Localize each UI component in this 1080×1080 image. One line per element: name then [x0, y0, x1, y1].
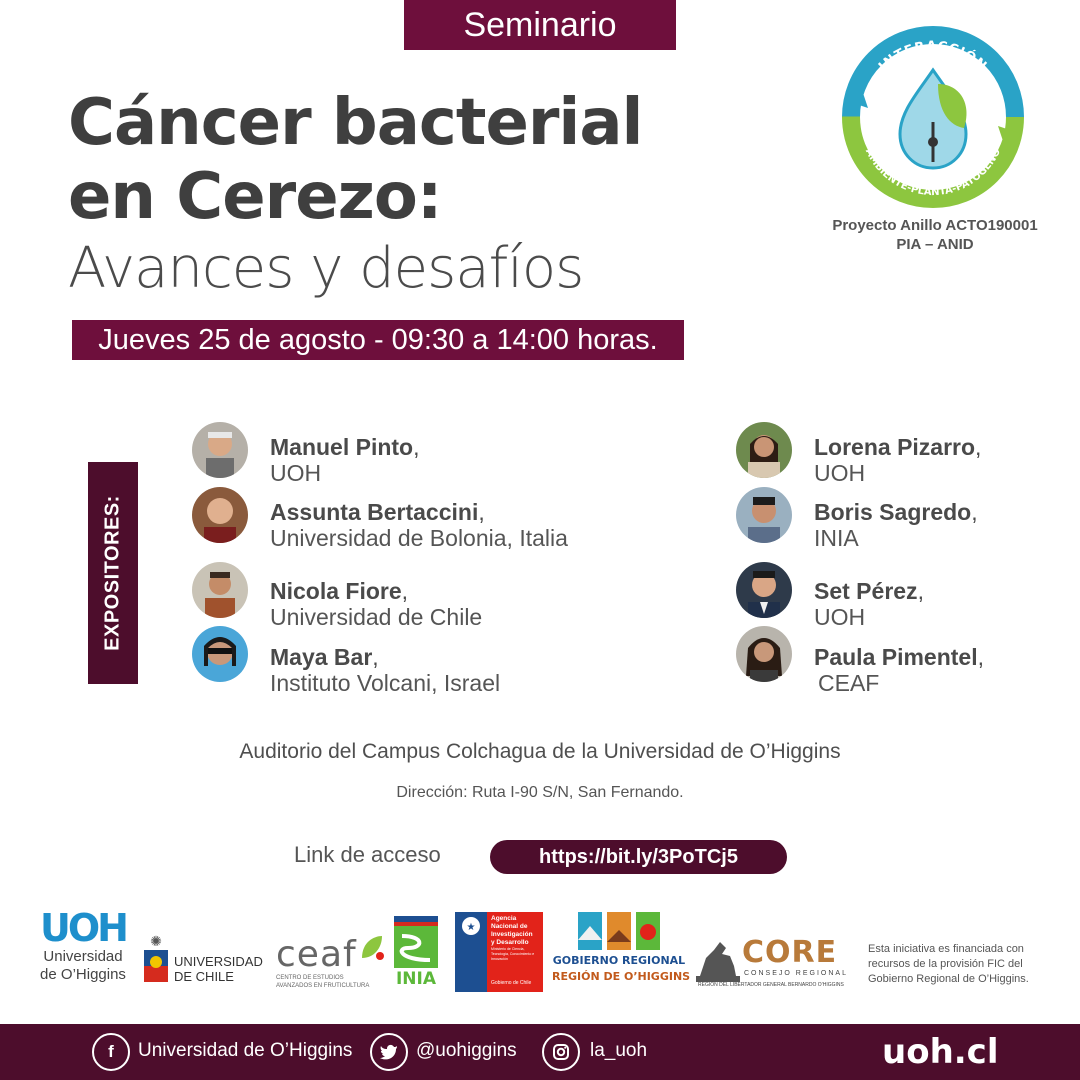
speaker-name: Set Pérez [814, 578, 918, 604]
speaker-avatar [736, 626, 792, 682]
core-mark: CORE [742, 935, 838, 970]
speaker-6: Boris Sagredo, INIA [814, 499, 978, 551]
speaker-avatar [192, 626, 248, 682]
svg-text:★: ★ [466, 922, 476, 933]
speaker-name: Nicola Fiore [270, 578, 402, 604]
address: Dirección: Ruta I-90 S/N, San Fernando. [396, 784, 684, 801]
anid-line2: Nacional de [491, 923, 528, 930]
speaker-avatar [192, 562, 248, 618]
seminar-tag: Seminario [404, 0, 676, 50]
speaker-name: Paula Pimentel [814, 644, 978, 670]
access-link-label: Link de acceso [294, 842, 441, 867]
gore-line1: GOBIERNO REGIONAL [552, 954, 686, 967]
event-title [68, 86, 642, 234]
speaker-avatar [192, 487, 248, 543]
uoh-logo [28, 908, 138, 984]
twitter-icon[interactable] [370, 1033, 408, 1071]
core-horse-statue-icon [696, 936, 740, 982]
speaker-institution: Universidad de Bolonia, Italia [270, 525, 568, 551]
project-agency: PIA – ANID [896, 236, 974, 253]
speaker-2: Assunta Bertaccini, Universidad de Bolonia, Italia [270, 499, 568, 551]
gore-line2: REGIÓN DE O’HIGGINS [552, 970, 691, 983]
uchile-line2: DE CHILE [174, 969, 234, 984]
anid-line1: Agencia [491, 915, 517, 922]
title-line-2: en Cerezo: [68, 160, 442, 234]
speaker-institution: UOH [814, 460, 866, 486]
inia-text: INIA [395, 969, 437, 989]
gore-emblem-icon [578, 912, 660, 950]
interaccion-logo [838, 22, 1028, 212]
uchile-logo [142, 932, 272, 986]
uchile-line1: UNIVERSIDAD [174, 954, 263, 969]
svg-text:INTERACCIÓN: INTERACCIÓN [875, 38, 990, 75]
speaker-name: Maya Bar [270, 644, 373, 670]
uchile-crest-icon [142, 932, 170, 986]
speaker-institution: CEAF [818, 670, 880, 696]
instagram-handle[interactable]: la_uoh [590, 1040, 648, 1061]
speaker-institution: INIA [814, 525, 859, 551]
speaker-institution: UOH [270, 460, 322, 486]
facebook-icon[interactable]: f [92, 1033, 130, 1071]
ceaf-sub1: CENTRO DE ESTUDIOS [276, 975, 344, 981]
speaker-institution: Universidad de Chile [270, 604, 483, 630]
venue: Auditorio del Campus Colchagua de la Universidad de O’Higgins [239, 740, 841, 763]
uoh-logo-line2: de O’Higgins [40, 966, 126, 983]
speaker-5: Lorena Pizarro, UOH [814, 434, 982, 486]
speaker-4: Maya Bar, Instituto Volcani, Israel [270, 644, 501, 696]
uoh-logo-line1: Universidad [43, 948, 123, 965]
speaker-avatar [192, 422, 248, 478]
anid-logo [455, 912, 543, 992]
website-link[interactable]: uoh.cl [882, 1032, 999, 1072]
anid-line3: Investigación [491, 931, 533, 938]
chile-coat-of-arms-icon [455, 912, 487, 942]
anid-gov: Gobierno de Chile [491, 980, 532, 986]
speaker-avatar [736, 487, 792, 543]
speaker-8: Paula Pimentel, CEAF [814, 644, 985, 696]
project-info [810, 216, 1060, 254]
funding-note: Esta iniciativa es financiada con recursos de la provisión FIC del Gobierno Regional de O’Higgins. [868, 943, 1029, 985]
core-line1: CONSEJO REGIONAL [744, 970, 848, 977]
svg-text:✺: ✺ [150, 933, 162, 949]
core-logo [696, 936, 856, 992]
svg-text:AMBIENTE-PLANTA-PATÓGENO: AMBIENTE-PLANTA-PATÓGENO [862, 146, 1004, 199]
ceaf-sub2: AVANZADOS EN FRUTICULTURA [276, 983, 370, 989]
project-code: Proyecto Anillo ACTO190001 [832, 217, 1038, 234]
inia-logo [394, 916, 438, 992]
anid-ministry: Ministerio de Ciencia, Tecnología, Conocimiento e Innovación [491, 947, 535, 961]
speaker-name: Lorena Pizarro [814, 434, 976, 460]
footer-bar [0, 1024, 1080, 1080]
gore-logo [552, 912, 691, 992]
anid-line4: y Desarrollo [491, 939, 529, 946]
speaker-institution: Instituto Volcani, Israel [270, 670, 501, 696]
core-line2: REGIÓN DEL LIBERTADOR GENERAL BERNARDO O’HIGGINS [698, 982, 844, 988]
event-date: Jueves 25 de agosto - 09:30 a 14:00 horas. [72, 320, 684, 360]
ceaf-leaf-icon [358, 932, 386, 962]
twitter-handle[interactable]: @uohiggins [416, 1040, 517, 1061]
facebook-link[interactable]: Universidad de O’Higgins [138, 1040, 353, 1061]
title-line-1: Cáncer bacterial [68, 86, 643, 160]
uoh-logo-mark: UOH [40, 906, 126, 950]
speaker-7: Set Pérez, UOH [814, 578, 924, 630]
access-link[interactable]: https://bit.ly/3PoTCj5 [490, 840, 787, 874]
speakers-label: EXPOSITORES: [101, 495, 124, 651]
speaker-name: Assunta Bertaccini [270, 499, 479, 525]
ceaf-mark: ceaf [276, 934, 357, 975]
speaker-name: Boris Sagredo [814, 499, 972, 525]
speaker-3: Nicola Fiore, Universidad de Chile [270, 578, 483, 630]
speaker-name: Manuel Pinto [270, 434, 414, 460]
instagram-icon[interactable] [542, 1033, 580, 1071]
speaker-1: Manuel Pinto, UOH [270, 434, 420, 486]
speaker-avatar [736, 562, 792, 618]
speakers-label-bar [88, 462, 138, 684]
speaker-institution: UOH [814, 604, 866, 630]
speaker-avatar [736, 422, 792, 478]
event-subtitle: Avances y desafíos [68, 236, 584, 301]
